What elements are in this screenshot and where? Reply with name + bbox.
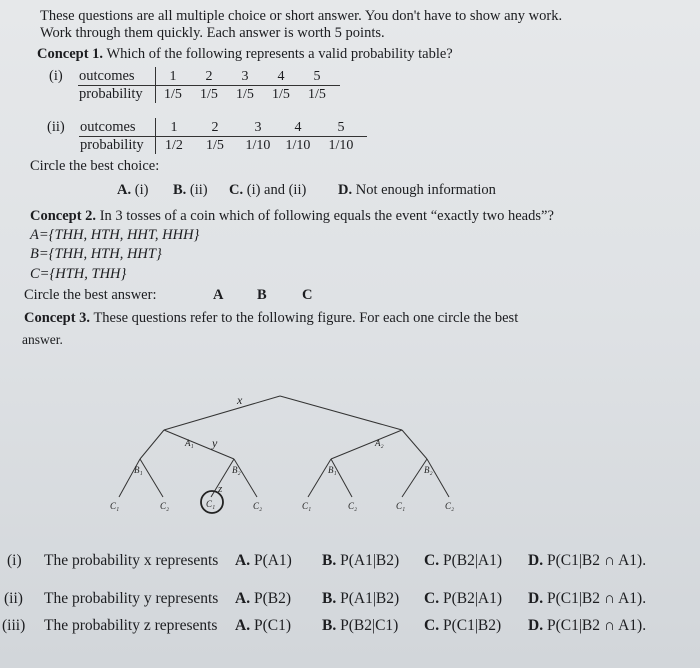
intro-line-1: These questions are all multiple choice or short answer. You don't have to show any work.: [40, 8, 563, 24]
circle-best-choice: Circle the best choice:: [30, 158, 160, 174]
tree-label-b1: B₁: [328, 465, 337, 475]
option-letter: B.: [322, 617, 337, 634]
option-letter: A.: [235, 590, 251, 607]
tree-label-c1: C₁: [110, 501, 120, 511]
choice-letter: D.: [338, 182, 353, 198]
table1-probability-label: probability: [79, 86, 143, 102]
option-text: P(A1|B2): [340, 590, 400, 607]
question-2-number: (ii): [4, 590, 23, 607]
choice-letter: B.: [173, 182, 187, 198]
option-text: P(C1|B2 ∩ A1).: [546, 617, 647, 634]
table2-probability-label: probability: [80, 137, 144, 153]
concept2-text: In 3 tosses of a coin which of following equals the event “exactly two heads”?: [99, 208, 554, 224]
question-1-option-d[interactable]: [528, 552, 646, 570]
option-letter: D.: [528, 552, 544, 569]
tree-label-c1: C₁: [302, 501, 312, 511]
tree-label-c2: C₂: [445, 501, 455, 511]
table2-probability: 1/10: [245, 138, 271, 153]
table2-outcome: 3: [254, 120, 262, 135]
table1-outcome: 4: [277, 69, 285, 84]
edge-root-a2: [280, 396, 402, 430]
question-3-option-a[interactable]: [235, 617, 291, 635]
concept2-label: Concept 2.: [30, 208, 97, 224]
table1-probability: 1/5: [272, 87, 290, 102]
set-b: B={THH, HTH, HHT}: [30, 246, 162, 262]
concept1-label: Concept 1.: [37, 46, 104, 62]
table2-probability: 1/2: [165, 138, 183, 153]
table1-probability: 1/5: [308, 87, 326, 102]
choice-text: (i): [134, 182, 149, 198]
table1-probability: 1/5: [164, 87, 182, 102]
tree-label-c1: C₁: [206, 499, 216, 509]
answer-a[interactable]: A: [213, 287, 224, 303]
question-3-number: (iii): [2, 617, 26, 634]
question-2-option-a[interactable]: [235, 590, 291, 608]
option-text: P(B2): [253, 590, 291, 607]
choice-text: Not enough information: [355, 182, 496, 198]
tree-label-z: z: [218, 483, 223, 495]
option-letter: C.: [424, 617, 440, 634]
question-1-number: (i): [7, 552, 22, 569]
choice-text: (i) and (ii): [246, 182, 307, 198]
concept1-text: Which of the following represents a valid probability table?: [106, 46, 453, 62]
table2-probability: 1/10: [328, 138, 354, 153]
table2-outcome: 4: [294, 120, 302, 135]
question-3-option-b[interactable]: [322, 617, 398, 635]
edge-root-a1: [164, 396, 280, 430]
option-text: P(B2|C1): [340, 617, 399, 634]
question-1-option-b[interactable]: [322, 552, 399, 570]
table1-outcome: 5: [313, 69, 321, 84]
table1-outcomes-label: outcomes: [79, 68, 135, 84]
option-text: P(A1): [253, 552, 292, 569]
edge-a1-b2: [164, 430, 234, 459]
edge-c: [140, 459, 163, 497]
option-letter: A.: [235, 552, 251, 569]
question-1-option-c[interactable]: [424, 552, 502, 570]
concept3-text-2: answer.: [22, 332, 63, 347]
question-1-option-a[interactable]: [235, 552, 292, 570]
question-2-stem: The probability y represents: [44, 590, 219, 607]
table1-outcome: 3: [241, 69, 249, 84]
table1-probability: 1/5: [236, 87, 254, 102]
intro-line-2: Work through them quickly. Each answer is worth 5 points.: [40, 25, 385, 41]
table1-marker: (i): [49, 68, 63, 84]
concept3-text: These questions refer to the following figure. For each one circle the best: [93, 310, 519, 326]
edge-a2-b2: [402, 430, 427, 459]
answer-b[interactable]: B: [257, 287, 267, 303]
tree-label-a1: A₁: [185, 438, 194, 448]
question-3-option-c[interactable]: [424, 617, 501, 635]
option-text: P(C1|B2 ∩ A1).: [546, 552, 647, 569]
tree-label-b1: B₁: [134, 465, 143, 475]
tree-label-c2: C₂: [348, 501, 358, 511]
table2-outcomes-label: outcomes: [80, 119, 136, 135]
set-a: A={THH, HTH, HHT, HHH}: [30, 227, 200, 243]
edge-a2-b1: [331, 430, 402, 459]
question-3-stem: The probability z represents: [44, 617, 218, 634]
tree-label-a2: A₂: [375, 438, 384, 448]
table2-outcome: 1: [170, 120, 178, 135]
edge-a1-b1: [140, 430, 164, 459]
question-2-option-d[interactable]: [528, 590, 646, 608]
option-text: P(C1): [253, 617, 291, 634]
table1-outcome: 2: [205, 69, 213, 84]
option-text: P(A1|B2): [340, 552, 400, 569]
tree-label-b2: B₂: [232, 465, 241, 475]
tree-label-x: x: [237, 393, 243, 407]
question-2-option-c[interactable]: [424, 590, 502, 608]
choice-letter: A.: [117, 182, 132, 198]
table2-probability: 1/5: [206, 138, 224, 153]
option-text: P(C1|B2): [442, 617, 502, 634]
table2-probability: 1/10: [285, 138, 311, 153]
option-text: P(B2|A1): [442, 590, 503, 607]
tree-label-b2: B₂: [424, 465, 433, 475]
option-letter: D.: [528, 590, 544, 607]
tree-label-y: y: [212, 436, 218, 450]
table1-probability: 1/5: [200, 87, 218, 102]
option-text: P(B2|A1): [442, 552, 503, 569]
table2-marker: (ii): [47, 119, 65, 135]
option-letter: B.: [322, 590, 337, 607]
concept3-label: Concept 3.: [24, 310, 91, 326]
choice-letter: C.: [229, 182, 244, 198]
choice-text: (ii): [189, 182, 208, 198]
option-letter: C.: [424, 590, 440, 607]
option-letter: B.: [322, 552, 337, 569]
circle-best-answer: Circle the best answer:: [24, 287, 157, 303]
tree-label-c2: C₂: [253, 501, 263, 511]
table2-outcome: 2: [211, 120, 219, 135]
table1-outcome: 1: [169, 69, 177, 84]
tree-label-c2: C₂: [160, 501, 170, 511]
option-letter: D.: [528, 617, 544, 634]
answer-c[interactable]: C: [302, 287, 313, 303]
option-text: P(C1|B2 ∩ A1).: [546, 590, 647, 607]
question-2-option-b[interactable]: [322, 590, 399, 608]
option-letter: A.: [235, 617, 251, 634]
tree-label-c1: C₁: [396, 501, 406, 511]
set-c: C={HTH, THH}: [30, 266, 127, 282]
option-letter: C.: [424, 552, 440, 569]
question-1-stem: The probability x represents: [44, 552, 219, 569]
table2-outcome: 5: [337, 120, 345, 135]
question-3-option-d[interactable]: [528, 617, 646, 635]
